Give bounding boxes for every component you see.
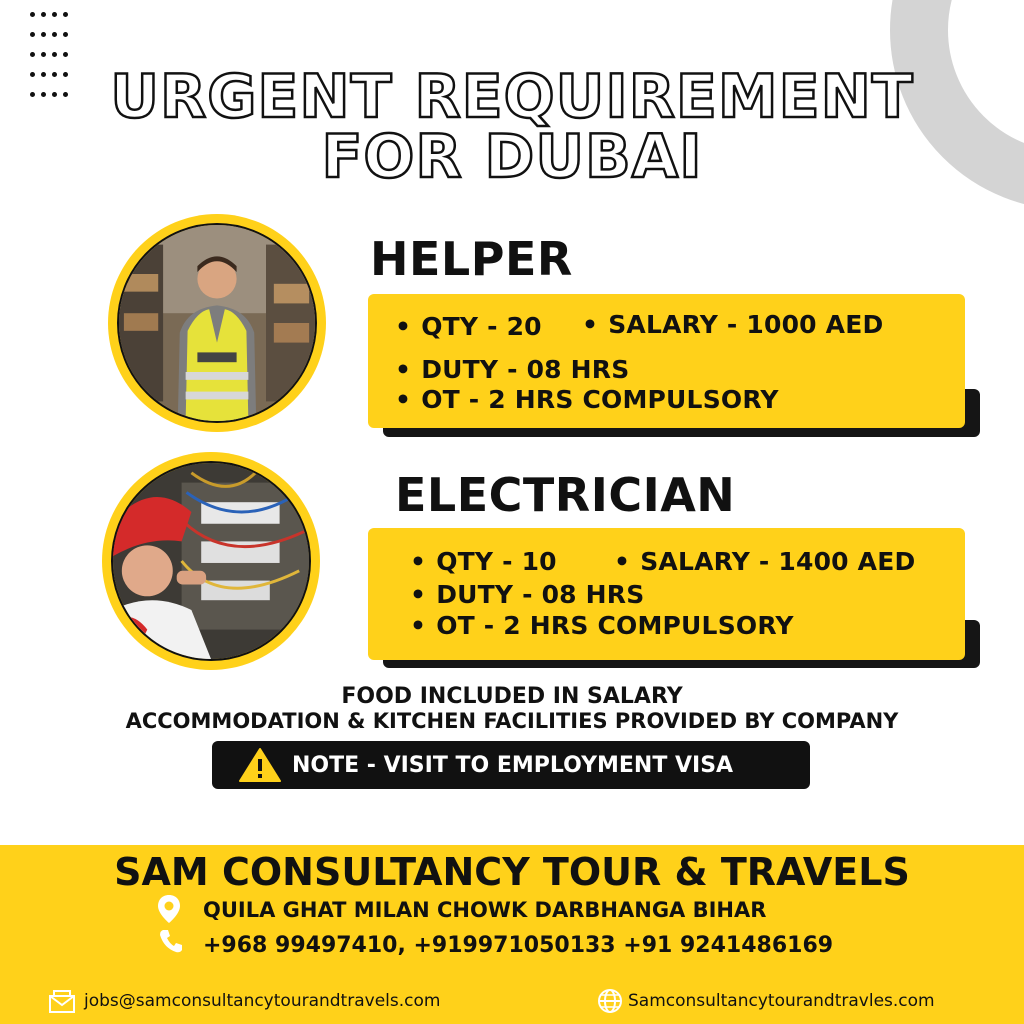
helper-ot: • OT - 2 HRS COMPULSORY [395, 385, 779, 414]
job-title-electrician: ELECTRICIAN [395, 468, 736, 522]
helper-photo [108, 214, 326, 432]
note-text: NOTE - VISIT TO EMPLOYMENT VISA [292, 752, 734, 778]
electrician-photo [102, 452, 320, 670]
globe-icon [597, 988, 623, 1014]
headline-line-1: URGENT REQUIREMENT [110, 62, 914, 132]
helper-salary: • SALARY - 1000 AED [582, 310, 883, 339]
electrician-qty: • QTY - 10 [410, 547, 557, 576]
company-email[interactable]: jobs@samconsultancytourandtravels.com [84, 991, 441, 1011]
headline-line-2: FOR DUBAI [321, 122, 703, 192]
location-pin-icon [156, 894, 182, 924]
note-banner [212, 741, 810, 789]
helper-duty: • DUTY - 08 HRS [395, 355, 629, 384]
warning-icon [238, 747, 282, 783]
warehouse-worker-image [119, 225, 315, 421]
company-name: SAM CONSULTANCY TOUR & TRAVELS [114, 850, 910, 894]
electrician-image [113, 463, 309, 659]
electrician-salary: • SALARY - 1400 AED [614, 547, 915, 576]
company-website[interactable]: Samconsultancytourandtravles.com [628, 991, 935, 1011]
company-address: QUILA GHAT MILAN CHOWK DARBHANGA BIHAR [203, 898, 767, 922]
email-icon [48, 988, 76, 1014]
food-info: FOOD INCLUDED IN SALARY [341, 684, 683, 709]
electrician-duty: • DUTY - 08 HRS [410, 580, 644, 609]
electrician-ot: • OT - 2 HRS COMPULSORY [410, 611, 794, 640]
accommodation-info: ACCOMMODATION & KITCHEN FACILITIES PROVIDED BY COMPANY [125, 709, 899, 733]
job-title-helper: HELPER [370, 232, 573, 286]
company-phones: +968 99497410, +919971050133 +91 9241486169 [203, 933, 834, 958]
phone-icon [158, 928, 184, 954]
helper-qty: • QTY - 20 [395, 312, 542, 341]
